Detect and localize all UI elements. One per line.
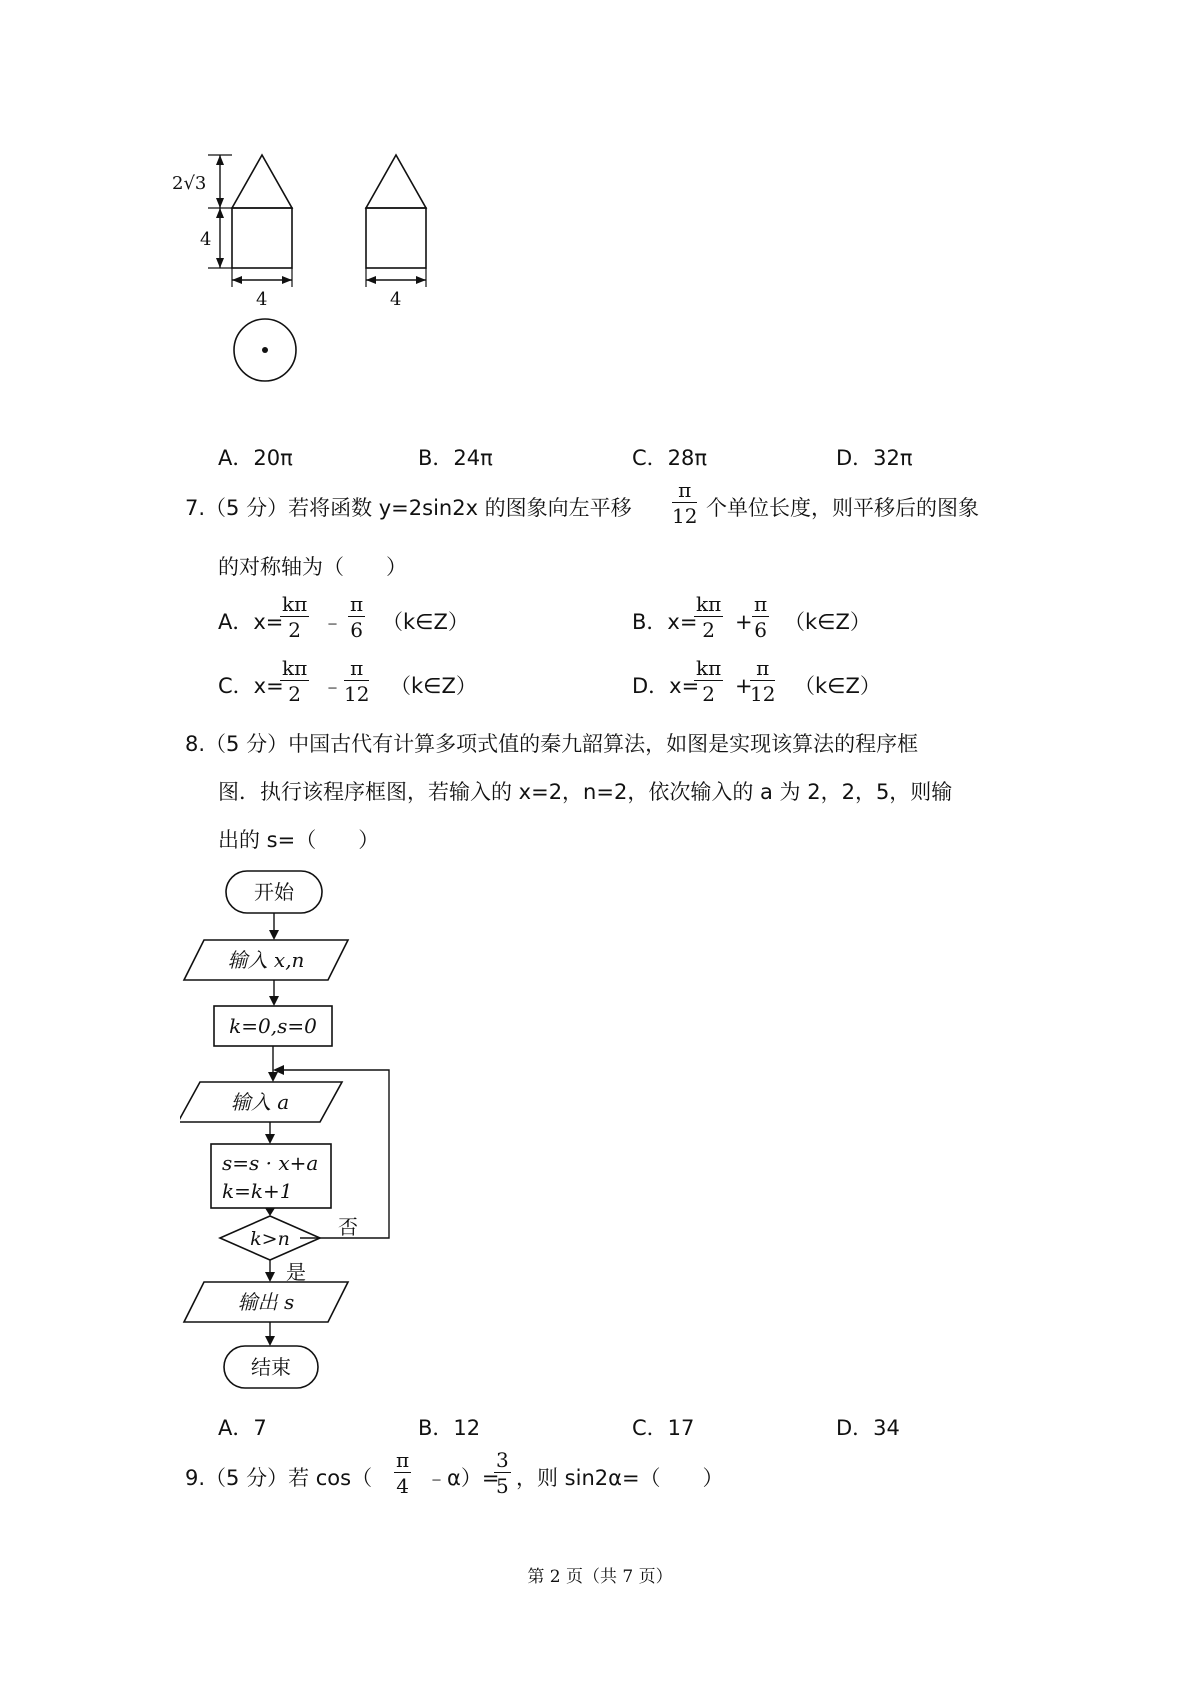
- q7-line1-post: 个单位长度，则平移后的图象: [706, 496, 979, 520]
- svg-text:输出 s: 输出 s: [237, 1290, 295, 1314]
- q7-line2: 的对称轴为（ ）: [218, 555, 407, 579]
- q6-option-a[interactable]: A．20π: [218, 446, 293, 470]
- height-label: 2√3: [172, 173, 207, 194]
- q8-option-b[interactable]: B．12: [418, 1416, 481, 1440]
- three-view-figure: [170, 145, 470, 395]
- svg-text:开始: 开始: [254, 880, 294, 904]
- side-label: 4: [200, 229, 212, 250]
- q6-option-d[interactable]: D．32π: [836, 446, 913, 470]
- front-view-square: [232, 208, 292, 268]
- q8-line1: 8.（5 分）中国古代有计算多项式值的秦九韶算法，如图是实现该算法的程序框: [185, 732, 919, 756]
- q7-shift-fraction: $\frac{\pi}{12}$: [672, 478, 698, 528]
- page-footer: 第 2 页（共 7 页）: [527, 1567, 673, 1587]
- svg-text:k=0,s=0: k=0,s=0: [229, 1014, 317, 1038]
- svg-text:输入 a: 输入 a: [230, 1090, 290, 1114]
- side-width-label: 4: [390, 289, 402, 310]
- front-view-triangle: [232, 155, 292, 208]
- side-view-square: [366, 208, 426, 268]
- q8-option-a[interactable]: A．7: [218, 1416, 267, 1440]
- flowchart-no-label: 否: [338, 1215, 358, 1239]
- svg-text:输入 x,n: 输入 x,n: [227, 948, 305, 972]
- svg-text:结束: 结束: [251, 1355, 291, 1379]
- side-view-triangle: [366, 155, 426, 208]
- q8-option-c[interactable]: C．17: [632, 1416, 695, 1440]
- q8-line2: 图．执行该程序框图，若输入的 x=2，n=2，依次输入的 a 为 2，2，5，则输: [218, 780, 953, 804]
- top-view-center-dot: [262, 347, 268, 353]
- svg-text:s=s · x+a: s=s · x+a: [222, 1151, 319, 1175]
- svg-text:k=k+1: k=k+1: [222, 1179, 293, 1203]
- q7-line1-pre: 7.（5 分）若将函数 y=2sin2x 的图象向左平移: [185, 496, 632, 520]
- q8-option-d[interactable]: D．34: [836, 1416, 900, 1440]
- flowchart-yes-label: 是: [286, 1260, 306, 1284]
- q6-option-b[interactable]: B．24π: [418, 446, 493, 470]
- q6-option-c[interactable]: C．28π: [632, 446, 708, 470]
- q8-line3: 出的 s=（ ）: [218, 828, 380, 852]
- svg-text:k>n: k>n: [250, 1228, 290, 1250]
- flowchart: [180, 868, 420, 1398]
- front-width-label: 4: [256, 289, 268, 310]
